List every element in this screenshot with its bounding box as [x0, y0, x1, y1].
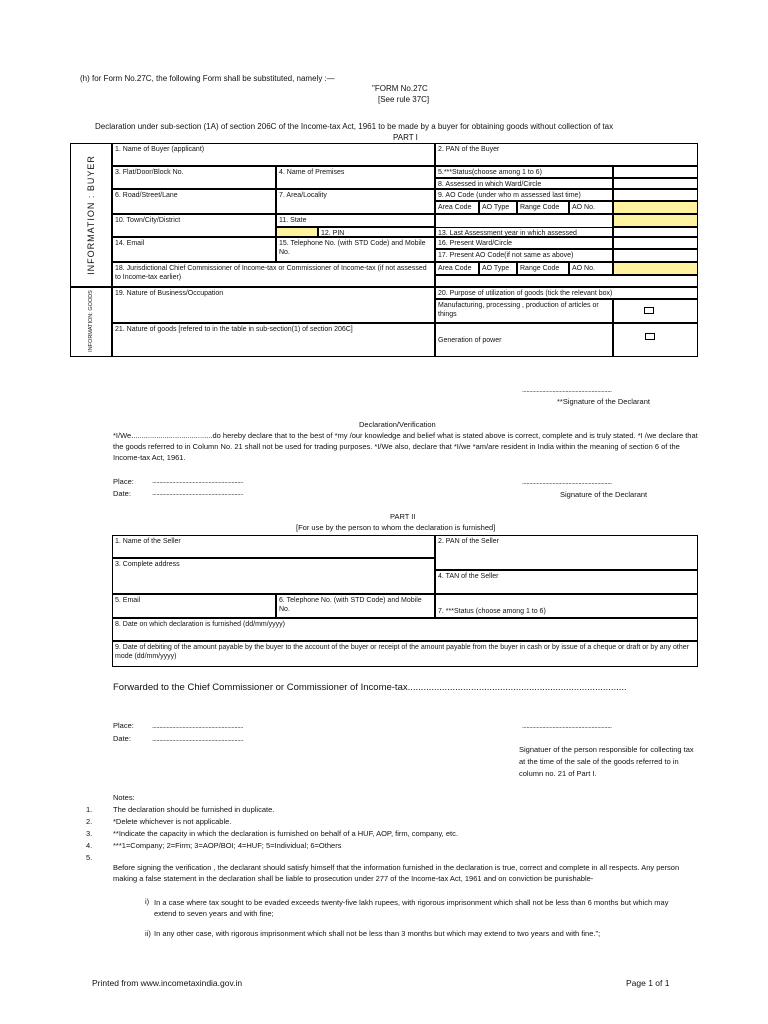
range-code-label: Range Code	[517, 201, 569, 214]
ao-type-label: AO Type	[479, 201, 517, 214]
nature-of-business-field[interactable]: 19. Nature of Business/Occupation	[112, 287, 435, 323]
seller-status-field[interactable]: 7. ***Status (choose among 1 to 6)	[435, 594, 698, 618]
ao-no-label: AO No.	[569, 201, 613, 214]
purpose-field: 20. Purpose of utilization of goods (tick the relevant box)	[435, 287, 698, 299]
ao-code-blank	[613, 189, 698, 201]
blank-cell-2	[613, 227, 698, 237]
forward-date-label: Date:	[113, 734, 131, 743]
status-field[interactable]: 5.***Status(choose among 1 to 6)	[435, 166, 613, 178]
declaration-date-field[interactable]: 8. Date on which declaration is furnished (dd/mm/yyyy)	[112, 618, 698, 641]
place-label: Place:	[113, 477, 134, 486]
collector-signature-label: Signatuer of the person responsible for collecting tax at the time of the sale of the goods referred to in column no. 21 of Part I.	[519, 745, 694, 778]
area-code-label-2: Area Code	[435, 262, 479, 275]
seller-telephone-field[interactable]: 6. Telephone No. (with STD Code) and Mobile No.	[276, 594, 435, 618]
seller-name-field[interactable]: 1. Name of the Seller	[112, 535, 435, 558]
flat-door-field[interactable]: 3. Flat/Door/Block No.	[112, 166, 276, 189]
status-value[interactable]	[613, 166, 698, 178]
last-assessment-field[interactable]: 13. Last Assessment year in which assessed	[435, 227, 613, 237]
nature-of-goods-field[interactable]: 21. Nature of goods [refered to in the table in sub-section(1) of section 206C]	[112, 323, 435, 357]
declaration-heading: Declaration/Verification	[359, 420, 436, 429]
blank-cell-3	[435, 275, 698, 287]
seller-address-field[interactable]: 3. Complete address	[112, 558, 435, 594]
debit-date-field[interactable]: 9. Date of debiting of the amount payable by the buyer to the account of the buyer or receipt of the amount payable from the buyer in cash or by issue of a cheque or draft or by any other mode (dd/mm/yyyy)	[112, 641, 698, 667]
note-3: **Indicate the capacity in which the declaration is furnished on behalf of a HUF, AOP, firm, company, etc.	[113, 829, 458, 838]
part2-subtitle: [For use by the person to whom the declaration is furnished]	[296, 523, 496, 532]
manufacturing-box-cell	[613, 299, 698, 323]
ao-code-input[interactable]	[613, 201, 698, 214]
note-3-number: 3.	[86, 829, 93, 838]
ao-no-label-2: AO No.	[569, 262, 613, 275]
forwarded-text: Forwarded to the Chief Commissioner or Commissioner of Income-tax...................................................................................	[113, 682, 627, 693]
note-2: *Delete whichever is not applicable.	[113, 817, 232, 826]
note-2-number: 2.	[86, 817, 93, 826]
premises-field[interactable]: 4. Name of Premises	[276, 166, 435, 189]
note-4-number: 4.	[86, 841, 93, 850]
date-line[interactable]: ...............................................................	[152, 490, 244, 497]
range-code-label-2: Range Code	[517, 262, 569, 275]
email-field[interactable]: 14. Email	[112, 237, 276, 262]
present-ward-field[interactable]: 16. Present Ward/Circle	[435, 237, 613, 249]
note-4: ***1=Company; 2=Firm; 3=AOP/BOI; 4=HUF; 5=Individual; 6=Others	[113, 841, 342, 850]
manufacturing-checkbox[interactable]	[644, 307, 654, 314]
part2-title: PART II	[390, 512, 416, 521]
notes-heading: Notes:	[113, 793, 135, 802]
seller-email-field[interactable]: 5. Email	[112, 594, 276, 618]
telephone-field[interactable]: 15. Telephone No. (with STD Code) and Mobile No.	[276, 237, 435, 262]
state-input[interactable]	[276, 227, 318, 237]
sub-note-i: In a case where tax sought to be evaded exceeds twenty-five lakh rupees, with rigorous imprisonment which shall not be less than 6 months but which may extend to seven years and with fine;	[154, 898, 669, 918]
place-line[interactable]: ...............................................................	[152, 478, 244, 485]
present-ao-value[interactable]	[613, 249, 698, 262]
note-5: Before signing the verification , the declarant should satisfy himself that the information furnished in the declaration is true, correct and complete in all respects. Any person making a false statement in the declaration shall be liable to prosecution under 277 of the Income-tax Act, 1961 and on conviction be punishable-	[113, 863, 680, 883]
sub-note-ii-number: ii)	[145, 929, 151, 938]
area-code-label: Area Code	[435, 201, 479, 214]
declaration-title: Declaration under sub-section (1A) of section 206C of the Income-tax Act, 1961 to be made by a buyer for obtaining goods without collection of tax	[95, 122, 614, 131]
sub-note-i-number: i)	[145, 897, 150, 906]
power-box-cell	[613, 323, 698, 357]
declaration-text: *I/We.......................................do hereby declare that to the best of *my /our knowledge and belief what is stated above is correct, complete and is truly stated. *I /we declare that the goods referred to in Column No. 21 shall not be used for trading purposes. *I/We also, declare that *I/we *am/are resident in India within the meaning of section 6 of the Income-tax Act, 1961.	[113, 431, 698, 462]
manufacturing-option: Manufacturing, processing , production of articles or things	[435, 299, 613, 323]
assessed-ward-value[interactable]	[613, 178, 698, 189]
declarant-signature-line: ..............................................................	[522, 387, 612, 394]
buyer-name-field[interactable]: 1. Name of Buyer (applicant)	[112, 143, 435, 166]
state-field[interactable]: 11. State	[276, 214, 435, 227]
pin-field[interactable]: 12. PIN	[318, 227, 435, 237]
ao-code-field[interactable]: 9. AO Code (under who m assessed last time)	[435, 189, 613, 201]
forward-place-label: Place:	[113, 721, 134, 730]
area-locality-field[interactable]: 7. Area/Locality	[276, 189, 435, 214]
ao-type-label-2: AO Type	[479, 262, 517, 275]
note-1-number: 1.	[86, 805, 93, 814]
note-5-number: 5.	[86, 853, 93, 862]
forward-place-line[interactable]: ...............................................................	[152, 723, 244, 730]
seller-pan-field[interactable]: 2. PAN of the Seller	[435, 535, 698, 570]
present-ward-value[interactable]	[613, 237, 698, 249]
forward-date-line[interactable]: ...............................................................	[152, 736, 244, 743]
town-city-field[interactable]: 10. Town/City/District	[112, 214, 276, 237]
present-ao-field[interactable]: 17. Present AO Code(if not same as above)	[435, 249, 613, 262]
part1-title: PART I	[393, 133, 418, 142]
goods-side-label: INFORMATION: GOODS	[88, 290, 94, 352]
generation-power-option: Generation of power	[435, 323, 613, 357]
buyer-side-label: INFORMATION : BUYER	[86, 155, 96, 275]
footer-page-number: Page 1 of 1	[626, 978, 670, 988]
declarant-signature-label-2: Signature of the Declarant	[560, 490, 648, 499]
buyer-pan-field[interactable]: 2. PAN of the Buyer	[435, 143, 698, 166]
power-checkbox[interactable]	[645, 333, 655, 340]
sub-note-ii: In any other case, with rigorous imprisonment which shall not be less than 3 months but which may extend to two years and with fine.";	[154, 929, 601, 938]
date-label: Date:	[113, 489, 131, 498]
jurisdictional-cc-field[interactable]: 18. Jurisdictional Chief Commissioner of Income-tax or Commissioner of Income-tax (if not assessed to Income-tax earlier)	[112, 262, 435, 287]
declarant-signature-label: **Signature of the Declarant	[557, 397, 650, 406]
collector-signature-line: ..............................................................	[522, 723, 612, 730]
highlight-cell[interactable]	[613, 214, 698, 227]
declarant-signature-line-2: ..............................................................	[522, 479, 612, 486]
form-number: "FORM No.27C	[372, 84, 428, 93]
assessed-ward-field[interactable]: 8. Assessed in which Ward/Circle	[435, 178, 613, 189]
road-street-field[interactable]: 6. Road/Street/Lane	[112, 189, 276, 214]
seller-tan-field[interactable]: 4. TAN of the Seller	[435, 570, 698, 594]
footer-printed-from: Printed from www.incometaxindia.gov.in	[92, 978, 243, 988]
rule-reference: [See rule 37C]	[378, 95, 430, 104]
note-1: The declaration should be furnished in duplicate.	[113, 805, 275, 814]
ao-code-input-2[interactable]	[613, 262, 698, 275]
intro-text: (h) for Form No.27C, the following Form shall be substituted, namely :—	[80, 74, 335, 83]
